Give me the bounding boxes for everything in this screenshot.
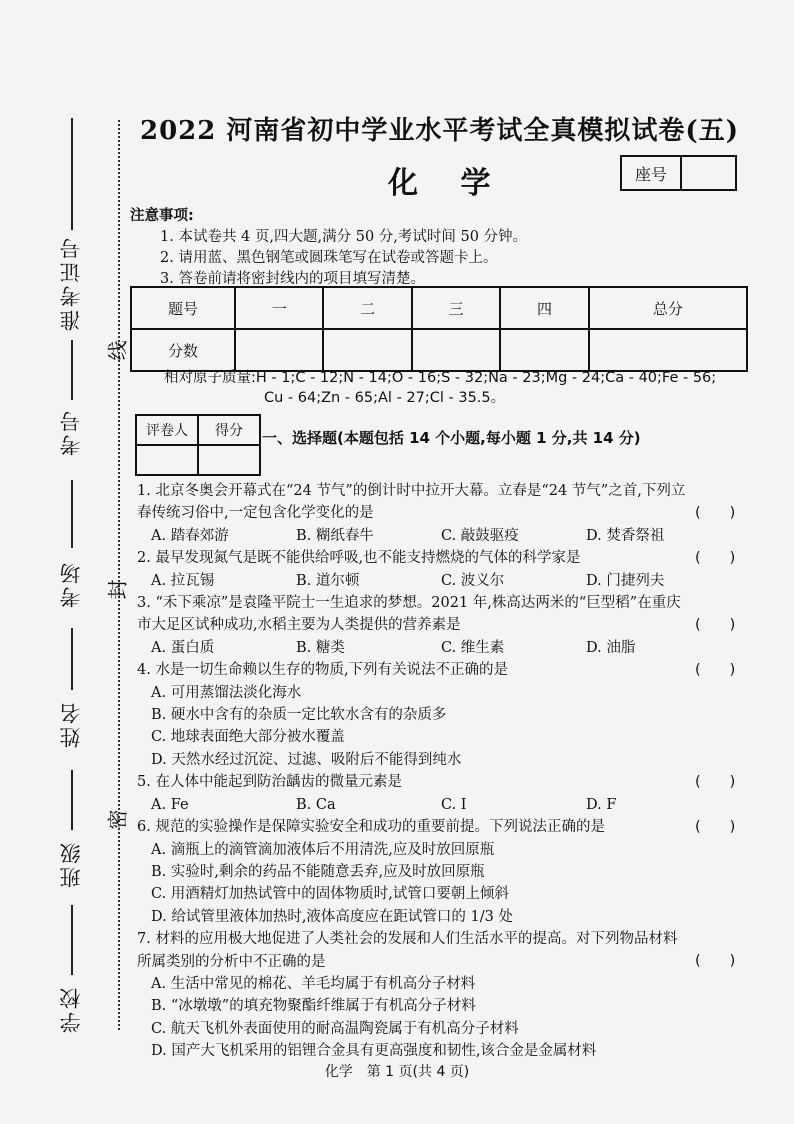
seal-char-secret: 密 <box>105 809 130 830</box>
option: B. 糊纸春牛 <box>296 527 374 544</box>
score-cell: 一 <box>235 287 323 329</box>
option: D. 门捷列夫 <box>586 572 665 589</box>
answer-blank[interactable]: ( ) <box>695 662 736 679</box>
seal-char-seal: 封 <box>105 579 130 600</box>
subject-title: 化 学 <box>388 166 507 201</box>
score-input-cell[interactable] <box>323 329 411 371</box>
answer-blank[interactable]: ( ) <box>695 550 736 567</box>
option: C. 航天飞机外表面使用的耐高温陶瓷属于有机高分子材料 <box>151 1020 519 1037</box>
score-table <box>130 286 748 372</box>
option: D. 焚香祭祖 <box>586 527 665 544</box>
question-3 <box>137 592 747 659</box>
label-school: 学校 <box>59 985 83 1033</box>
option: C. 地球表面绝大部分被水覆盖 <box>151 729 345 746</box>
question-stem: 4. 水是一切生命赖以生存的物质,下列有关说法不正确的是 <box>137 662 509 679</box>
score-label: 得分 <box>198 415 260 445</box>
option: C. 维生素 <box>441 639 505 656</box>
question-stem: 3. “禾下乘凉”是袁隆平院士一生追求的梦想。2021 年,株高达两米的“巨型稻”在重庆市大足区试种成功,水稻主要为人类提供的营养素是 <box>137 595 681 634</box>
answer-blank[interactable]: ( ) <box>695 774 736 791</box>
grader-label: 评卷人 <box>136 415 198 445</box>
seat-value[interactable] <box>682 157 735 189</box>
seat-label: 座号 <box>622 157 682 189</box>
options <box>137 570 747 592</box>
option: A. 可用蒸馏法淡化海水 <box>151 684 302 701</box>
option: D. F <box>586 796 617 813</box>
option: B. 道尔顿 <box>296 572 360 589</box>
seal-char-line: 线 <box>105 340 130 361</box>
option: D. 油脂 <box>586 639 636 656</box>
score-cell: 二 <box>323 287 411 329</box>
score-table-header-row <box>131 287 747 329</box>
section-heading: 一、选择题(本题包括 14 个小题,每小题 1 分,共 14 分) <box>262 429 641 447</box>
seat-number-box[interactable] <box>620 155 737 191</box>
option: B. 实验时,剩余的药品不能随意丢弃,应及时放回原瓶 <box>151 863 485 880</box>
option: C. 波义尔 <box>441 572 505 589</box>
answer-blank[interactable]: ( ) <box>695 819 736 836</box>
option: B. 糖类 <box>296 639 345 656</box>
binding-margin <box>0 0 130 1124</box>
option: C. I <box>441 796 467 813</box>
question-list <box>137 480 747 1063</box>
option: D. 国产大飞机采用的铝锂合金具有更高强度和韧性,该合金是金属材料 <box>151 1043 597 1060</box>
label-class: 班级 <box>59 840 83 888</box>
grader-input-cell[interactable] <box>136 445 198 475</box>
label-exam-id: 准考证号 <box>59 235 83 331</box>
seal-dotted-line <box>118 120 120 1030</box>
instruction-item: 2. 请用蓝、黑色钢笔或圆珠笔写在试卷或答题卡上。 <box>160 250 498 266</box>
question-stem: 5. 在人体中能起到防治龋齿的微量元素是 <box>137 774 402 791</box>
option: A. 滴瓶上的滴管滴加液体后不用清洗,应及时放回原瓶 <box>151 841 495 858</box>
fill-line-name <box>71 628 73 690</box>
option: D. 给试管里液体加热时,液体高度应在距试管口的 1/3 处 <box>151 908 513 925</box>
option: A. 拉瓦锡 <box>151 572 215 589</box>
options <box>137 794 747 816</box>
atomic-masses-line: 相对原子质量:H - 1;C - 12;N - 14;O - 16;S - 32;Na - 23;Mg - 24;Ca - 40;Fe - 56; <box>164 370 717 386</box>
score-cell: 题号 <box>131 287 235 329</box>
option: B. 硬水中含有的杂质一定比软水含有的杂质多 <box>151 707 447 724</box>
label-name: 姓名 <box>59 700 83 748</box>
answer-blank[interactable]: ( ) <box>695 953 736 970</box>
option: C. 用酒精灯加热试管中的固体物质时,试管口要朝上倾斜 <box>151 886 509 903</box>
score-input-cell[interactable] <box>198 445 260 475</box>
question-stem: 6. 规范的实验操作是保障实验安全和成功的重要前提。下列说法正确的是 <box>137 819 605 836</box>
score-cell: 总分 <box>589 287 747 329</box>
option: A. 踏春郊游 <box>151 527 229 544</box>
question-stem: 1. 北京冬奥会开幕式在“24 节气”的倒计时中拉开大幕。立春是“24 节气”之首,下列立春传统习俗中,一定包含化学变化的是 <box>137 483 686 522</box>
atomic-masses-line: Cu - 64;Zn - 65;Al - 27;Cl - 35.5。 <box>264 390 506 406</box>
question-4 <box>137 659 747 771</box>
question-stem: 2. 最早发现氮气是既不能供给呼吸,也不能支持燃烧的气体的科学家是 <box>137 550 581 567</box>
fill-line-room <box>71 480 73 548</box>
option: C. 敲鼓驱疫 <box>441 527 519 544</box>
question-1 <box>137 480 747 547</box>
option: B. “冰墩墩”的填充物聚酯纤维属于有机高分子材料 <box>151 998 476 1015</box>
option: A. Fe <box>151 796 189 813</box>
label-exam-room: 考场 <box>59 560 83 608</box>
option: B. Ca <box>296 796 336 813</box>
instructions-heading: 注意事项: <box>130 208 194 224</box>
question-2 <box>137 547 747 592</box>
answer-blank[interactable]: ( ) <box>695 505 736 521</box>
score-input-cell[interactable] <box>589 329 747 371</box>
fill-line-exam-no <box>71 340 73 400</box>
question-7 <box>137 928 747 1062</box>
question-5 <box>137 771 747 816</box>
options <box>137 525 747 547</box>
score-input-cell[interactable] <box>500 329 588 371</box>
fill-line-exam-id <box>71 118 73 230</box>
question-stem: 7. 材料的应用极大地促进了人类社会的发展和人们生活水平的提高。对下列物品材料所属类别的分析中不正确的是 <box>137 931 678 970</box>
page-footer: 化学 第 1 页(共 4 页) <box>324 1064 470 1080</box>
score-table-value-row <box>131 329 747 371</box>
grader-table <box>135 414 261 476</box>
score-cell: 三 <box>412 287 500 329</box>
question-6 <box>137 816 747 928</box>
exam-title: 2022 河南省初中学业水平考试全真模拟试卷(五) <box>140 116 740 146</box>
instruction-item: 3. 答卷前请将密封线内的项目填写清楚。 <box>160 271 425 287</box>
relative-atomic-masses <box>164 368 744 408</box>
answer-blank[interactable]: ( ) <box>695 617 736 634</box>
instructions <box>130 206 527 290</box>
label-exam-no: 考号 <box>59 408 83 456</box>
fill-line-school <box>71 905 73 975</box>
option: A. 蛋白质 <box>151 639 215 656</box>
score-input-cell[interactable] <box>235 329 323 371</box>
option: A. 生活中常见的棉花、羊毛均属于有机高分子材料 <box>151 975 476 992</box>
instruction-item: 1. 本试卷共 4 页,四大题,满分 50 分,考试时间 50 分钟。 <box>160 229 528 245</box>
options <box>137 637 747 659</box>
score-cell: 分数 <box>131 329 235 371</box>
score-input-cell[interactable] <box>412 329 500 371</box>
option: D. 天然水经过沉淀、过滤、吸附后不能得到纯水 <box>151 751 462 768</box>
fill-line-class <box>71 770 73 830</box>
score-cell: 四 <box>500 287 588 329</box>
